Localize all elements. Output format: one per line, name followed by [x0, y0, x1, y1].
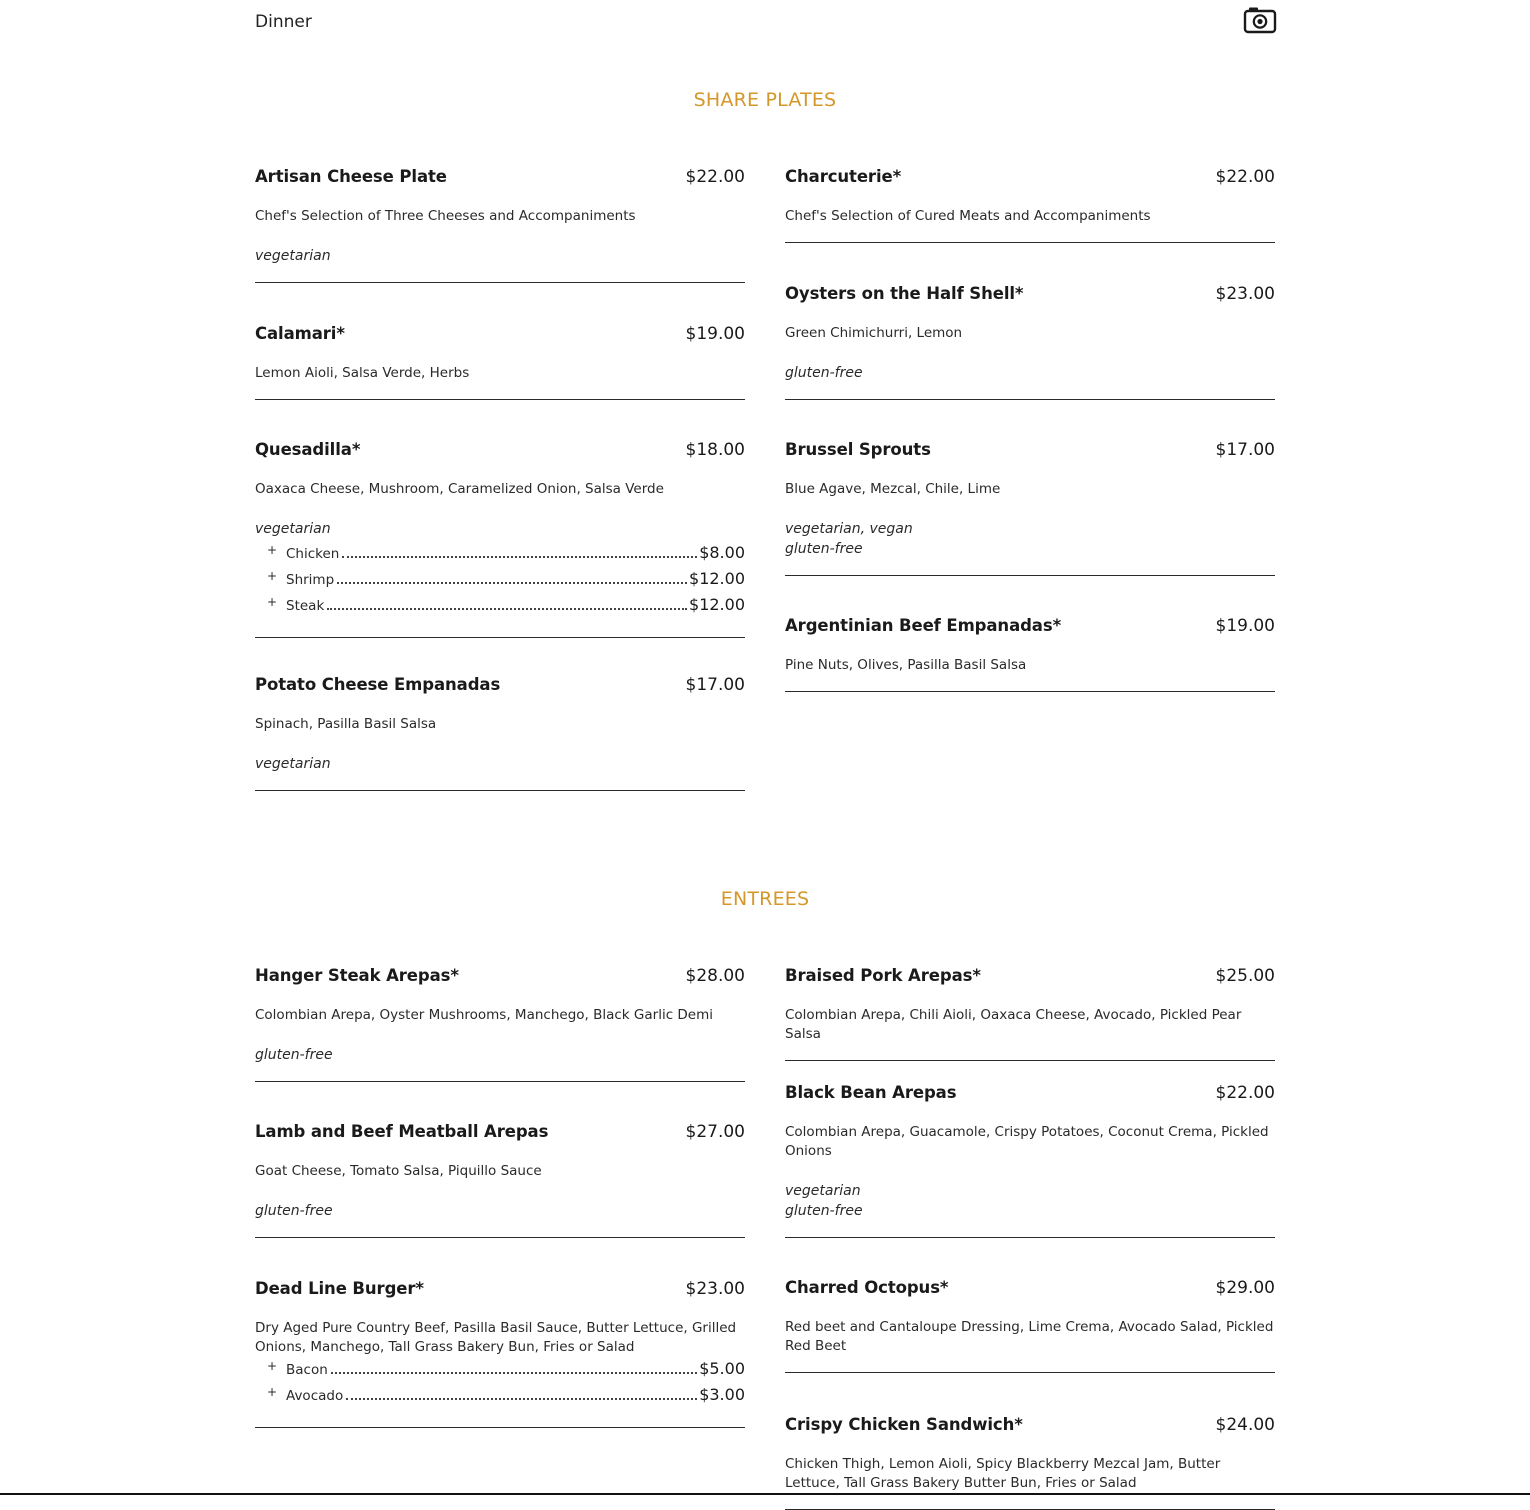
menu-item-name: Potato Cheese Empanadas	[255, 675, 501, 694]
dot-leader	[331, 1371, 697, 1374]
menu-item-price: $25.00	[1215, 966, 1275, 986]
addon-list	[267, 1359, 745, 1411]
menu-item	[255, 324, 745, 400]
menu-item-header	[785, 966, 1275, 992]
menu-item-name: Crispy Chicken Sandwich*	[785, 1415, 1023, 1434]
menu-item-description: Goat Cheese, Tomato Salsa, Piquillo Sauce	[255, 1163, 542, 1179]
menu-item	[785, 1278, 1275, 1373]
addon-label: Steak	[286, 598, 325, 614]
menu-item-name: Lamb and Beef Meatball Arepas	[255, 1122, 549, 1141]
plus-icon: +	[267, 595, 278, 609]
menu-item-price: $29.00	[1215, 1278, 1275, 1298]
addon-price: $12.00	[689, 595, 745, 614]
menu-item-price: $17.00	[1215, 440, 1275, 460]
dot-leader	[327, 607, 687, 610]
dietary-tags	[785, 519, 1275, 559]
menu-item-header	[255, 675, 745, 701]
menu-item-price: $24.00	[1215, 1415, 1275, 1435]
addon-label: Shrimp	[286, 572, 335, 588]
dot-leader	[337, 581, 687, 584]
addon-label: Bacon	[286, 1362, 328, 1378]
dietary-tag: vegetarian	[255, 756, 331, 772]
dietary-tags	[255, 1045, 745, 1065]
menu-item	[785, 167, 1275, 243]
menu-item-header	[255, 440, 745, 466]
dietary-tag: gluten-free	[785, 1203, 863, 1219]
section-title: SHARE PLATES	[693, 89, 837, 111]
dietary-tag: gluten-free	[785, 541, 863, 557]
menu-item-header	[255, 966, 745, 992]
camera-icon[interactable]	[1243, 5, 1277, 35]
menu-item-price: $19.00	[685, 324, 745, 344]
addon-price: $12.00	[689, 569, 745, 588]
addon-label: Avocado	[286, 1388, 344, 1404]
menu-item-description: Green Chimichurri, Lemon	[785, 325, 963, 341]
menu-item-name: Hanger Steak Arepas*	[255, 966, 459, 985]
menu-item-header	[255, 167, 745, 193]
menu-item-description: Lemon Aioli, Salsa Verde, Herbs	[255, 365, 470, 381]
menu-item-name: Oysters on the Half Shell*	[785, 284, 1024, 303]
menu-item-description: Chef's Selection of Cured Meats and Accompaniments	[785, 208, 1151, 224]
menu-item-header	[255, 1279, 745, 1305]
menu-item-header	[785, 1083, 1275, 1109]
menu-item-name: Dead Line Burger*	[255, 1279, 424, 1298]
menu-item-description: Blue Agave, Mezcal, Chile, Lime	[785, 481, 1001, 497]
dietary-tag: gluten-free	[785, 365, 863, 381]
menu-item-price: $22.00	[1215, 167, 1275, 187]
menu-item-header	[785, 284, 1275, 310]
menu-item-name: Calamari*	[255, 324, 345, 343]
menu-item-description: Red beet and Cantaloupe Dressing, Lime Crema, Avocado Salad, Pickled Red Beet	[785, 1319, 1274, 1354]
menu-item-price: $18.00	[685, 440, 745, 460]
addon-price: $8.00	[699, 543, 745, 562]
menu-item-price: $27.00	[685, 1122, 745, 1142]
plus-icon: +	[267, 1359, 278, 1373]
menu-item	[255, 1122, 745, 1238]
menu-item-price: $22.00	[1215, 1083, 1275, 1103]
addon-label: Chicken	[286, 546, 340, 562]
dietary-tags	[785, 1181, 1275, 1221]
menu-item-header	[785, 167, 1275, 193]
menu-item-name: Argentinian Beef Empanadas*	[785, 616, 1062, 635]
section-title: ENTREES	[720, 888, 810, 910]
dietary-tag: vegetarian	[255, 248, 331, 264]
menu-item-name: Brussel Sprouts	[785, 440, 931, 459]
menu-item	[255, 167, 745, 283]
menu-item-description: Spinach, Pasilla Basil Salsa	[255, 716, 437, 732]
addon-row	[267, 1359, 745, 1385]
menu-item-header	[785, 1278, 1275, 1304]
menu-item-name: Artisan Cheese Plate	[255, 167, 447, 186]
menu-item-header	[785, 440, 1275, 466]
dietary-tag: gluten-free	[255, 1203, 333, 1219]
menu-item-name: Black Bean Arepas	[785, 1083, 957, 1102]
menu-item	[255, 1279, 745, 1428]
plus-icon: +	[267, 543, 278, 557]
menu-item-name: Quesadilla*	[255, 440, 361, 459]
menu-item-description: Colombian Arepa, Chili Aioli, Oaxaca Cheese, Avocado, Pickled Pear Salsa	[785, 1007, 1242, 1042]
addon-row	[267, 1385, 745, 1411]
menu-item	[785, 1083, 1275, 1238]
menu-item-price: $19.00	[1215, 616, 1275, 636]
addon-row	[267, 569, 745, 595]
menu-item-price: $17.00	[685, 675, 745, 695]
menu-item-header	[255, 1122, 745, 1148]
menu-item-name: Charcuterie*	[785, 167, 902, 186]
dietary-tags	[255, 754, 745, 774]
menu-item-description: Colombian Arepa, Guacamole, Crispy Potatoes, Coconut Crema, Pickled Onions	[785, 1124, 1269, 1159]
dietary-tags	[255, 246, 745, 266]
dietary-tag: vegetarian	[255, 521, 331, 537]
menu-item-header	[255, 324, 745, 350]
addon-row	[267, 543, 745, 569]
menu-item-name: Charred Octopus*	[785, 1278, 949, 1297]
menu-item-header	[785, 1415, 1275, 1441]
dot-leader	[342, 555, 697, 558]
menu-item-header	[785, 616, 1275, 642]
menu-item-description: Pine Nuts, Olives, Pasilla Basil Salsa	[785, 657, 1027, 673]
dietary-tags	[785, 363, 1275, 383]
dietary-tags	[255, 1201, 745, 1221]
menu-item-description: Chicken Thigh, Lemon Aioli, Spicy Blackberry Mezcal Jam, Butter Lettuce, Tall Grass Bakery Butter Bun, Fries or Salad	[785, 1456, 1221, 1491]
dietary-tag: gluten-free	[255, 1047, 333, 1063]
addon-row	[267, 595, 745, 621]
menu-item-description: Colombian Arepa, Oyster Mushrooms, Manchego, Black Garlic Demi	[255, 1007, 714, 1023]
menu-item	[785, 616, 1275, 692]
menu-item-description: Chef's Selection of Three Cheeses and Accompaniments	[255, 208, 636, 224]
menu-item	[785, 284, 1275, 400]
dietary-tag: vegetarian	[785, 1183, 861, 1199]
page-title: Dinner	[255, 12, 312, 32]
menu-item-price: $28.00	[685, 966, 745, 986]
menu-item-name: Braised Pork Arepas*	[785, 966, 981, 985]
menu-item	[785, 966, 1275, 1061]
addon-list	[267, 543, 745, 621]
dot-leader	[346, 1397, 697, 1400]
dietary-tag: vegetarian, vegan	[785, 521, 913, 537]
addon-price: $3.00	[699, 1385, 745, 1404]
plus-icon: +	[267, 1385, 278, 1399]
addon-price: $5.00	[699, 1359, 745, 1378]
menu-item-description: Oaxaca Cheese, Mushroom, Caramelized Onion, Salsa Verde	[255, 481, 664, 497]
menu-item	[255, 440, 745, 638]
menu-item	[785, 440, 1275, 576]
menu-item	[785, 1415, 1275, 1510]
menu-item	[255, 675, 745, 791]
menu-item	[255, 966, 745, 1082]
menu-item-description: Dry Aged Pure Country Beef, Pasilla Basil Sauce, Butter Lettuce, Grilled Onions, Manchego, Tall Grass Bakery Bun, Fries or Salad	[255, 1320, 737, 1355]
menu-item-price: $23.00	[1215, 284, 1275, 304]
dietary-tags	[255, 519, 745, 539]
plus-icon: +	[267, 569, 278, 583]
menu-item-price: $22.00	[685, 167, 745, 187]
menu-item-price: $23.00	[685, 1279, 745, 1299]
